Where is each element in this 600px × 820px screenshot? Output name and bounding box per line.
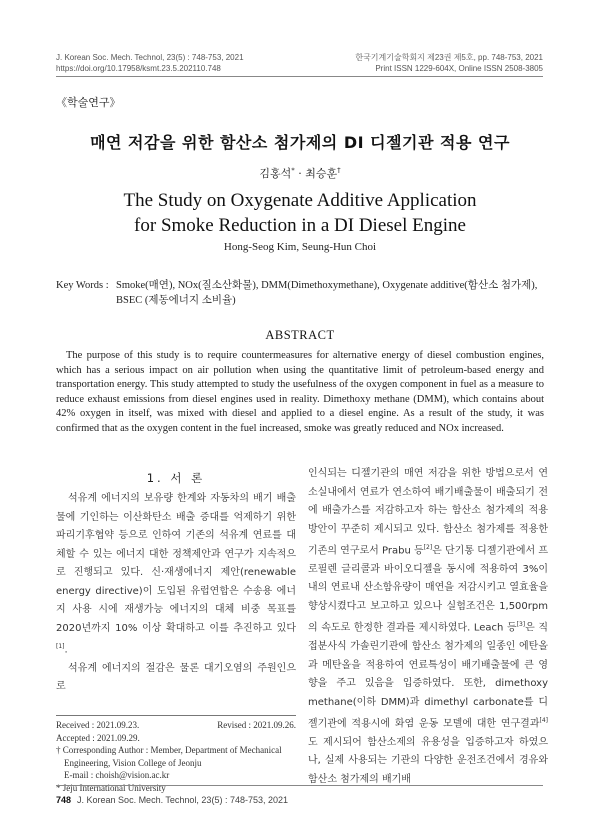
- keywords-text: Smoke(매연), NOx(질소산화물), DMM(Dimethoxymethane), Oxygenate additive(함산소 첨가제), BSEC (제동에너지 소비율): [116, 280, 538, 306]
- citation-3[interactable]: [3]: [516, 621, 526, 629]
- footer-divider: [56, 785, 543, 786]
- footnote-divider: [56, 715, 296, 716]
- authors-english: Hong-Seog Kim, Seung-Hun Choi: [223, 241, 377, 253]
- right-column-paragraph: [308, 465, 548, 789]
- right-text-3: 은 직접분사식 가솔린기관에 함산소 첨가제의 일종인 에탄올과 메탄올을 적용하여 연료특성이 배기배출물에 큰 영향을 주고 있음을 입증하였다. 또한, dimethoxy methane(이하 DMM)과 dimethyl carbonate를 디젤기관에 적용시에 화염 운동 모델에 대한 연구결과: [308, 622, 549, 730]
- section-heading: 1. 서 론: [146, 471, 206, 485]
- intro-paragraph-1: [56, 490, 296, 660]
- right-column: [308, 465, 548, 789]
- revised-date: Revised : 2021.09.26.: [217, 720, 296, 730]
- received-date: Received : 2021.09.23.: [56, 720, 140, 730]
- header-left: [56, 53, 244, 74]
- header-right: [355, 53, 543, 74]
- abstract-body: The purpose of this study is to require countermeasures for alternative energy of diesel combustion engines, which has a serious impact on air pollution when using the quantitative limit of petroleum-based energy and transportation energy. This study attempted to study the usefulness of the oxygen component in fuel as a measure to reduce exhaust emissions from diesel engines used in reality. Dimethoxy methane (DMM), which contains about 42% oxygen in itself, was mixed with diesel and applied to a diesel engine. As a result of the study, it was confirmed that as the oxygen content in the fuel increased, smoke was greatly reduced and NOx increased.: [56, 350, 544, 434]
- author-email[interactable]: E-mail : choish@vision.ac.kr: [64, 770, 170, 780]
- abstract-heading: ABSTRACT: [265, 328, 335, 342]
- left-column: [56, 490, 296, 697]
- authors-korean: [0, 165, 600, 181]
- title-english-line1: The Study on Oxygenate Additive Application: [123, 190, 477, 211]
- footnote-block: [56, 719, 296, 794]
- header-divider: [56, 76, 543, 77]
- affiliation: * Jeju International University: [56, 782, 166, 793]
- keywords-label: Key Words :: [56, 280, 109, 291]
- intro-paragraph-2: 석유계 에너지의 절감은 물론 대기오염의 주원인으로: [56, 662, 296, 693]
- doi-link[interactable]: https://doi.org/10.17958/ksmt.23.5.202110.748: [56, 63, 221, 73]
- accepted-date: Accepted : 2021.09.29.: [56, 732, 140, 743]
- journal-citation: J. Korean Soc. Mech. Technol, 23(5) : 748-753, 2021: [56, 53, 244, 62]
- title-english: [0, 188, 600, 238]
- author-separator: ·: [294, 167, 306, 180]
- intro-para1-text: 석유계 에너지의 보유량 한계와 자동차의 배기 배출물에 기인하는 이산화탄소 배출 증대를 억제하기 위한 파리기후협약 등으로 인하여 기존의 석유계 연료를 대체할 수 있는 에너지 대한 정책제안과 연구가 지속적으로 진행되고 있다. 신·재생에너지 제안(renewable energy directive)이 도입된 유럽연합은 수송용 에너지 사용 시에 재생가능 에너지의 대체 비중 목표를 2020년까지 10% 이상 확대하고 이를 추진하고 있다: [56, 493, 296, 634]
- author-2-ko: 최승훈: [305, 167, 338, 180]
- intro-para1-end: .: [64, 644, 68, 656]
- corresponding-author-line2: Engineering, Vision College of Jeonju: [64, 757, 202, 768]
- corresponding-author-line1: † Corresponding Author : Member, Department of Mechanical: [56, 745, 282, 755]
- author-2-mark: †: [337, 166, 341, 175]
- page-footer: [56, 795, 288, 805]
- journal-citation-ko: 한국기계기술학회지 제23권 제5호, pp. 748-753, 2021: [355, 53, 543, 62]
- author-1-mark: *: [291, 166, 295, 175]
- received-revised-row: [56, 719, 296, 732]
- title-english-line2: for Smoke Reduction in a DI Diesel Engine: [134, 215, 466, 236]
- right-text-4: 도 제시되어 함산소제의 유용성을 입증하고자 하였으나, 실제 사용되는 기관의 다양한 운전조건에서 경유와 함산소 첨가제의 배기배: [308, 736, 548, 785]
- right-text-2: 은 단기통 디젤기관에서 프로필렌 글리콜과 바이오디젤을 동시에 적용하여 3%이내의 연료내 산소함유량이 매연을 저감시키고 열효율을 향상시켰다고 보고하고 있으나 실험조건은 1,500rpm의 속도로 한정한 결과를 제시하였다. Leach 등: [308, 545, 548, 634]
- right-text-1: 인식되는 디젤기관의 매연 저감을 위한 방법으로서 연소실내에서 연료가 연소하여 배기배출물이 배출되기 전에 배출가스를 저감하고자 하는 함산소 첨가제의 적용 방안이 꾸준히 제시되고 있다. 함산소 첨가제를 적용한 기존의 연구로서 Prabu 등: [308, 468, 548, 557]
- article-type: 《학술연구》: [56, 96, 121, 109]
- page-number: 748: [56, 795, 72, 805]
- citation-4[interactable]: [4]: [539, 717, 548, 725]
- citation-2[interactable]: [2]: [423, 544, 433, 551]
- title-korean: 매연 저감을 위한 함산소 첨가제의 DI 디젤기관 적용 연구: [90, 133, 510, 152]
- issn-info: Print ISSN 1229-604X, Online ISSN 2508-3805: [375, 63, 543, 73]
- keywords: [56, 278, 546, 308]
- author-1-ko: 김홍석: [259, 167, 292, 180]
- citation-1[interactable]: [1]: [56, 643, 65, 650]
- footer-journal: J. Korean Soc. Mech. Technol, 23(5) : 748-753, 2021: [77, 795, 288, 805]
